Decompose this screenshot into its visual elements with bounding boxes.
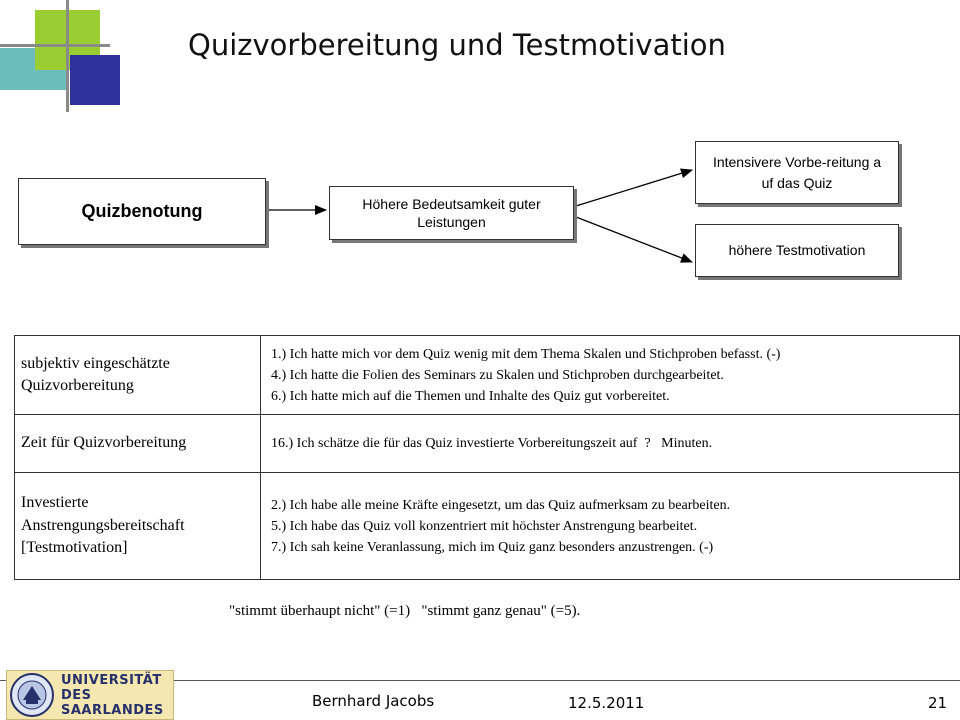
- test-motivation-box: [695, 224, 899, 277]
- quiz-grading-box: [18, 178, 266, 245]
- arrow-to-test-motivation: [576, 217, 692, 262]
- university-logo: [6, 670, 174, 720]
- slide-title: Quizvorbereitung und Testmotivation: [188, 28, 726, 62]
- scale-name: Zeit für Quizvorbereitung: [15, 415, 261, 473]
- table-row: [15, 336, 960, 415]
- question-items: [261, 336, 960, 415]
- logo-line: DES: [61, 687, 92, 703]
- table-row: [15, 473, 960, 580]
- test-motivation-label: höhere Testmotivation: [728, 242, 866, 259]
- scale-name: Investierte Anstrengungsbereitschaft [Testmotivation]: [15, 473, 261, 580]
- intensive-preparation-box: [695, 141, 899, 204]
- logo-line: SAARLANDES: [61, 702, 164, 718]
- footer-author: Bernhard Jacobs: [312, 692, 435, 710]
- items-table: [14, 335, 960, 580]
- logo-line: UNIVERSITÄT: [61, 672, 162, 688]
- scale-name: subjektiv eingeschätzte Quizvorbereitung: [15, 336, 261, 415]
- table-row: [15, 415, 960, 473]
- footer-date: 12.5.2011: [568, 694, 645, 712]
- question-item: 7.) Ich sah keine Veranlassung, mich im Quiz ganz besonders anzustrengen. (-): [271, 539, 714, 555]
- question-item: 2.) Ich habe alle meine Kräfte eingesetzt, um das Quiz aufmerksam zu bearbeiten.: [271, 497, 731, 513]
- question-item: 16.) Ich schätze die für das Quiz investierte Vorbereitungszeit auf ? Minuten.: [271, 436, 713, 451]
- university-seal-icon: [9, 672, 55, 718]
- arrow-to-intensive-preparation: [576, 170, 692, 206]
- question-item: 5.) Ich habe das Quiz voll konzentriert mit höchster Anstrengung bearbeitet.: [271, 518, 698, 534]
- response-scale-note: "stimmt überhaupt nicht" (=1) "stimmt ganz genau" (=5).: [229, 603, 581, 619]
- quiz-grading-label: Quizbenotung: [81, 201, 203, 221]
- question-item: 4.) Ich hatte die Folien des Seminars zu Skalen und Stichproben durchgearbeitet.: [271, 367, 724, 383]
- importance-label: Höhere Bedeutsamkeit guter Leistungen: [362, 195, 541, 230]
- importance-box: [329, 186, 574, 240]
- intensive-preparation-label: Intensivere Vorbe-reitung auf das Quiz: [712, 154, 882, 191]
- question-item: 1.) Ich hatte mich vor dem Quiz wenig mit dem Thema Skalen und Stichproben befasst. (-): [271, 346, 781, 362]
- question-items: [261, 473, 960, 580]
- logo-wordmark: [61, 673, 164, 718]
- question-item: 6.) Ich hatte mich auf die Themen und Inhalte des Quiz gut vorbereitet.: [271, 388, 670, 404]
- question-items: [261, 415, 960, 473]
- page-number: 21: [928, 694, 948, 712]
